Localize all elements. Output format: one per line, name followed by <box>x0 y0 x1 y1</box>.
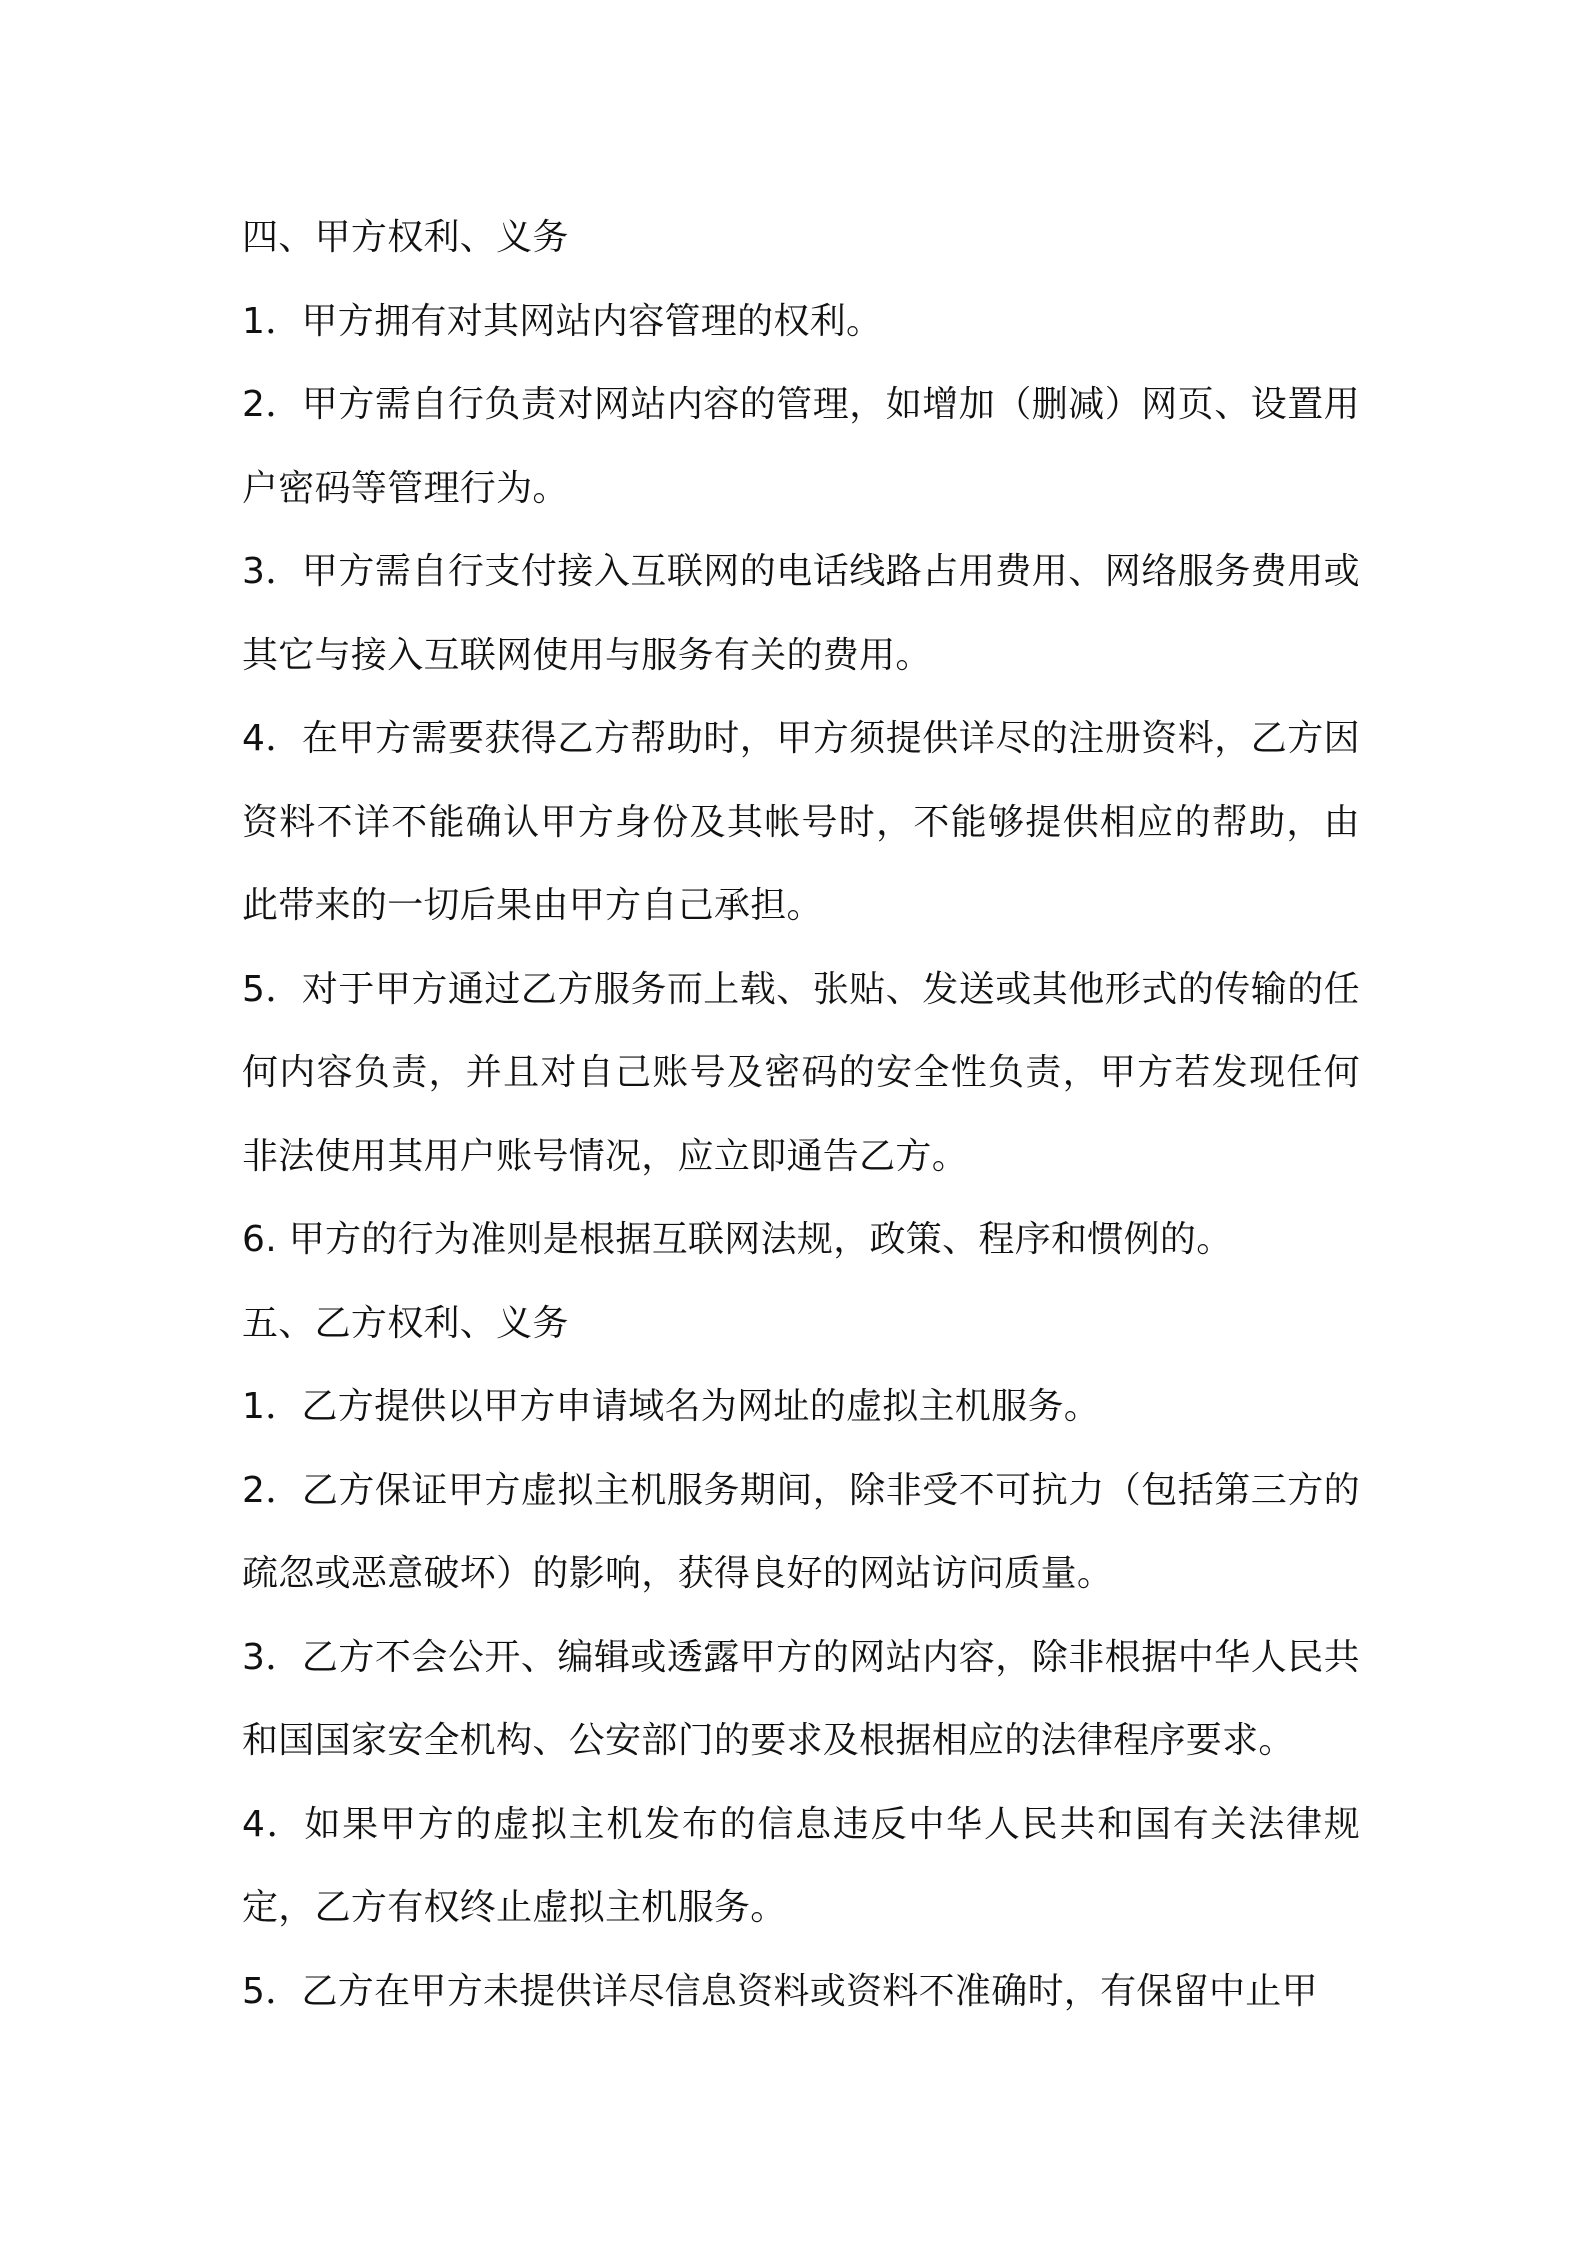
clause-a-6: 6. 甲方的行为准则是根据互联网法规，政策、程序和惯例的。 <box>242 1219 1233 1260</box>
clause-a-4: 4．在甲方需要获得乙方帮助时，甲方须提供详尽的注册资料，乙方因资料不详不能确认甲方身份及其帐号时，不能够提供相应的帮助，由此带来的一切后果由甲方自己承担。 <box>242 718 1360 926</box>
clause-a-3: 3．甲方需自行支付接入互联网的电话线路占用费用、网络服务费用或其它与接入互联网使用与服务有关的费用。 <box>242 551 1360 676</box>
clause-b-2: 2．乙方保证甲方虚拟主机服务期间，除非受不可抗力（包括第三方的疏忽或恶意破坏）的影响，获得良好的网站访问质量。 <box>242 1469 1360 1594</box>
clause-b-4: 4．如果甲方的虚拟主机发布的信息违反中华人民共和国有关法律规定，乙方有权终止虚拟主机服务。 <box>242 1803 1360 1928</box>
section-heading-party-a-rights: 四、甲方权利、义务 <box>242 217 569 258</box>
clause-a-1: 1．甲方拥有对其网站内容管理的权利。 <box>242 300 883 342</box>
section-heading-party-b-rights: 五、乙方权利、义务 <box>242 1302 569 1344</box>
clause-b-1: 1．乙方提供以甲方申请域名为网址的虚拟主机服务。 <box>242 1386 1101 1427</box>
clause-a-5: 5．对于甲方通过乙方服务而上载、张贴、发送或其他形式的传输的任何内容负责，并且对自己账号及密码的安全性负责，甲方若发现任何非法使用其用户账号情况，应立即通告乙方。 <box>242 968 1360 1177</box>
clause-b-5: 5．乙方在甲方未提供详尽信息资料或资料不准确时，有保留中止甲 <box>242 1970 1318 2012</box>
clause-a-2: 2．甲方需自行负责对网站内容的管理，如增加（删减）网页、设置用户密码等管理行为。 <box>242 384 1360 509</box>
clause-b-3: 3．乙方不会公开、编辑或透露甲方的网站内容，除非根据中华人民共和国国家安全机构、公安部门的要求及根据相应的法律程序要求。 <box>242 1636 1360 1761</box>
document-body <box>242 196 1360 2033</box>
